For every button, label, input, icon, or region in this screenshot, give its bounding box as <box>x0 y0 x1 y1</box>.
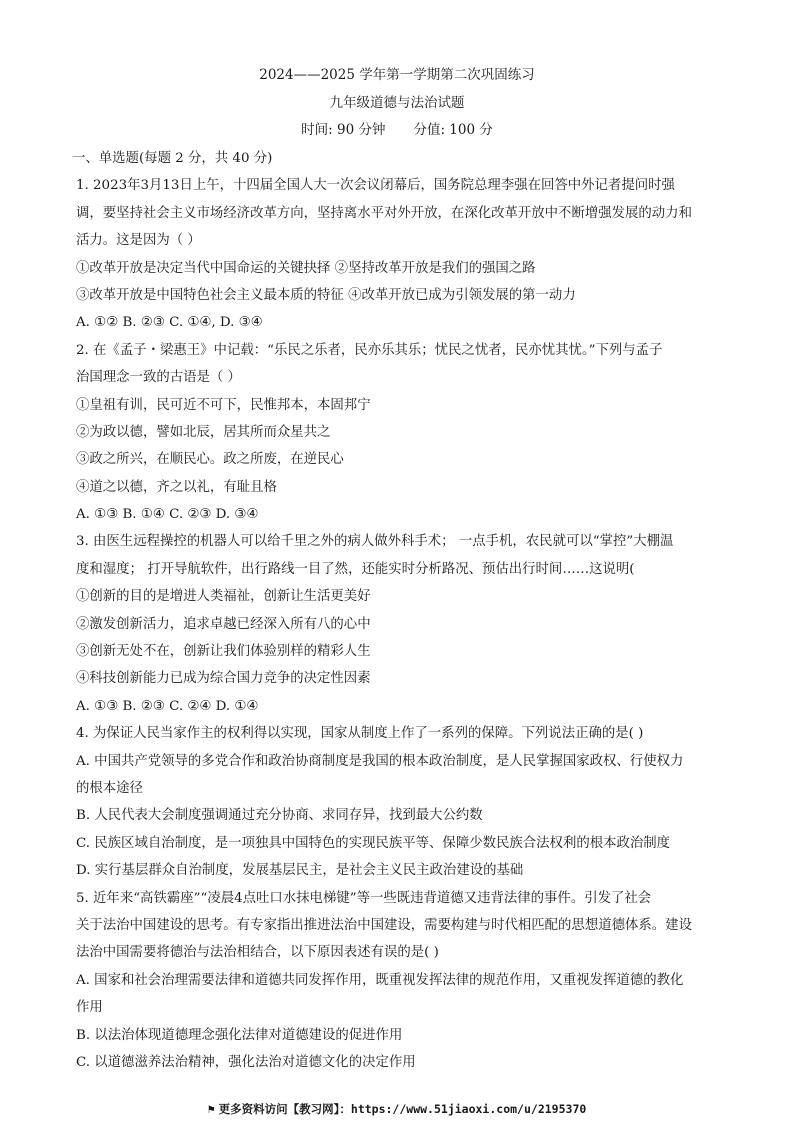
text-line: ①创新的目的是增进人类福祉，创新让生活更美好 <box>76 589 371 605</box>
footer-text: 更多资料访问【教习网】：https://www.51jiaoxi.com/u/2195370 <box>218 1102 587 1116</box>
text-line: 4. 为保证人民当家作主的权利得以实现，国家从制度上作了一系列的保障。下列说法正确的是( ) <box>76 726 644 742</box>
text-line: ③改革开放是中国特色社会主义最本质的特征 ④改革开放已成为引领发展的第一动力 <box>76 287 576 303</box>
text-line: D. 实行基层群众自治制度，发展基层民主，是社会主义民主政治建设的基础 <box>76 863 524 879</box>
flag-icon: ⚑ <box>207 1102 215 1116</box>
text-line: 1. 2023年3月13日上午，十四届全国人大一次会议闭幕后，国务院总理李强在回答中外记者提问时强 <box>76 178 675 194</box>
question-body <box>72 145 724 1076</box>
text-line: B. 以法治体现道德理念强化法律对道德建设的促进作用 <box>76 1027 403 1043</box>
text-line: A. 中国共产党领导的多党合作和政治协商制度是我国的根本政治制度，是人民掌握国家政权、行使权力 <box>76 753 684 769</box>
exam-meta <box>0 118 794 138</box>
exam-score: 分值: 100 分 <box>413 122 493 138</box>
text-line: 作用 <box>76 1000 103 1016</box>
text-line: A. 国家和社会治理需要法律和道德共同发挥作用，既重视发挥法律的规范作用，又重视发挥道德的教化 <box>76 972 684 988</box>
text-line: ②为政以德，譬如北辰，居其所而众星共之 <box>76 424 331 440</box>
exam-time: 时间: 90 分钟 <box>301 122 386 138</box>
text-line: ①皇祖有训，民可近不可下，民惟邦本，本固邦宁 <box>76 397 371 413</box>
text-line: 度和湿度； 打开导航软件，出行路线一目了然，还能实时分析路况、预估出行时间……这说明( <box>76 561 635 577</box>
footer-link[interactable] <box>0 1101 794 1117</box>
text-line: B. 人民代表大会制度强调通过充分协商、求同存异，找到最大公约数 <box>76 808 483 824</box>
text-line: 2. 在《孟子・梁惠王》中记载：“乐民之乐者，民亦乐其乐；忧民之忧者，民亦忧其忧。”下列与孟子 <box>76 342 663 358</box>
text-line: C. 民族区域自治制度，是一项独具中国特色的实现民族平等、保障少数民族合法权利的根本政治制度 <box>76 835 671 851</box>
text-line: 3. 由医生远程操控的机器人可以给千里之外的病人做外科手术； 一点手机，农民就可以“掌控”大棚温 <box>76 534 674 550</box>
text-line: 5. 近年来“高铁霸座”“凌晨4点吐口水抹电梯键”等一些既违背道德又违背法律的事件。引发了社会 <box>76 890 652 906</box>
text-line: 关于法治中国建设的思考。有专家指出推进法治中国建设，需要构建与时代相匹配的思想道德体系。建设 <box>76 917 692 933</box>
exam-subtitle: 九年级道德与法治试题 <box>329 95 465 111</box>
text-line: A. ①② B. ②③ C. ①④, D. ③④ <box>76 315 263 331</box>
text-line: 活力。这是因为（ ） <box>76 233 201 249</box>
text-line: ③创新无处不在，创新让我们体验别样的精彩人生 <box>76 644 371 660</box>
text-line: A. ①③ B. ②③ C. ②④ D. ①④ <box>76 698 259 714</box>
text-line: 治国理念一致的古语是（ ） <box>76 370 241 386</box>
text-line: ①改革开放是决定当代中国命运的关键抉择 ②坚持改革开放是我们的强国之路 <box>76 260 536 276</box>
text-line: 的根本途径 <box>76 780 143 796</box>
exam-title: 2024——2025 学年第一学期第二次巩固练习 <box>259 67 535 83</box>
text-line: ③政之所兴，在顺民心。政之所废，在逆民心 <box>76 452 344 468</box>
text-line: 法治中国需要将德治与法治相结合，以下原因表述有误的是( ) <box>76 945 439 961</box>
text-line: C. 以道德滋养法治精神，强化法治对道德文化的决定作用 <box>76 1054 416 1070</box>
text-line: A. ①③ B. ①④ C. ②③ D. ③④ <box>76 507 259 523</box>
text-line: ②激发创新活力，追求卓越已经深入所有八的心中 <box>76 616 371 632</box>
text-line: 调，要坚持社会主义市场经济改革方向，坚持离水平对外开放，在深化改革开放中不断增强发展的动力和 <box>76 205 692 221</box>
text-line: ④科技创新能力已成为综合国力竞争的决定性因素 <box>76 671 371 687</box>
text-line: ④道之以德，齐之以礼，有耻且格 <box>76 479 277 495</box>
section-heading: 一、单选题(每题 2 分，共 40 分) <box>72 151 273 166</box>
